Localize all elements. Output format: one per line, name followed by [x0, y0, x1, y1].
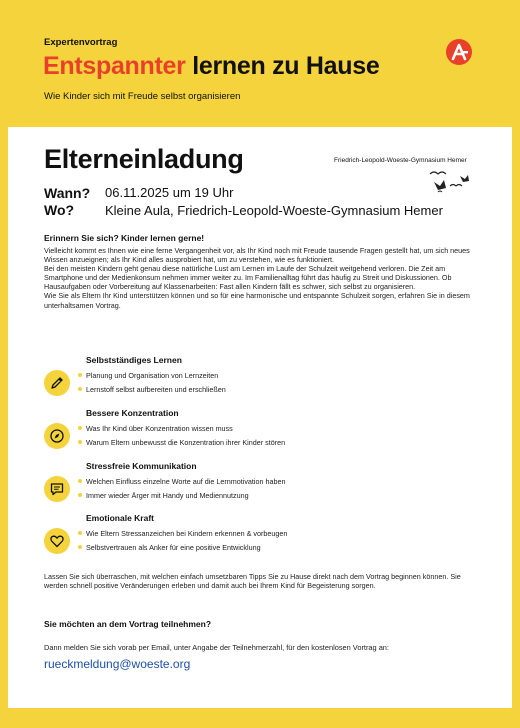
topic-title: Bessere Konzentration	[86, 408, 179, 418]
email-link[interactable]: rueckmeldung@woeste.org	[44, 657, 191, 671]
topic-stressfreie-kommunikation	[44, 461, 484, 513]
topic-bullet: Lernstoff selbst aufbereiten und erschließen	[78, 385, 226, 394]
when-value: 06.11.2025 um 19 Uhr	[105, 185, 234, 200]
topic-bullet: Welchen Einfluss einzelne Worte auf die Lernmotivation haben	[78, 477, 286, 486]
when-label: Wann?	[44, 185, 91, 201]
header-banner	[0, 0, 520, 127]
chat-icon	[44, 476, 70, 502]
where-value: Kleine Aula, Friedrich-Leopold-Woeste-Gymnasium Hemer	[105, 203, 443, 218]
signup-text: Dann melden Sie sich vorab per Email, unter Angabe der Teilnehmerzahl, für den kostenlosen Vortrag an:	[44, 643, 389, 652]
kicker: Expertenvortrag	[44, 37, 118, 48]
topic-bullet: Was Ihr Kind über Konzentration wissen muss	[78, 424, 233, 433]
intro-heading: Erinnern Sie sich? Kinder lernen gerne!	[44, 233, 205, 243]
title-rest: lernen zu Hause	[185, 52, 380, 80]
intro-text	[44, 246, 484, 310]
signup-question: Sie möchten an dem Vortrag teilnehmen?	[44, 619, 212, 629]
page-title	[43, 52, 379, 81]
brand-logo-icon	[446, 39, 472, 65]
topic-title: Stressfreie Kommunikation	[86, 461, 197, 471]
topic-bullet: Selbstvertrauen als Anker für eine positive Entwicklung	[78, 543, 261, 552]
pencil-icon	[44, 370, 70, 396]
birds-icon	[426, 168, 476, 198]
footer-band	[0, 708, 520, 728]
outro-text: Lassen Sie sich überraschen, mit welchen einfach umsetzbaren Tipps Sie zu Hause direkt nach dem Vortrag beginnen können. Sie werden schnell positive Veränderungen erleben und damit auch bei Ihrem Kind für Begeisterung sorgen.	[44, 572, 461, 591]
intro-paragraph: Wie Sie als Eltern Ihr Kind unterstützen können und so für eine harmonische und entspannte Schulzeit sorgen, erfahren Sie in diesem unterhaltsamen Vortrag.	[44, 291, 470, 310]
topic-selbststaendiges-lernen	[44, 355, 484, 407]
topic-title: Emotionale Kraft	[86, 513, 155, 523]
topic-bessere-konzentration	[44, 408, 484, 460]
school-name: Friedrich-Leopold-Woeste-Gymnasium Hemer	[334, 157, 467, 164]
topic-bullet: Immer wieder Ärger mit Handy und Mediennutzung	[78, 491, 249, 500]
left-border	[0, 127, 8, 708]
invitation-heading: Elterneinladung	[44, 144, 244, 174]
intro-paragraph: Vielleicht kommt es Ihnen wie eine ferne Vergangenheit vor, als Ihr Kind noch mit Freude tausende Fragen gestellt hat, um sich neues Wissen anzueignen; als Ihr Kind alles ausprobiert hat, um zu verstehen, wie es funktioniert.	[44, 246, 470, 265]
right-border	[512, 127, 520, 708]
subtitle: Wie Kinder sich mit Freude selbst organisieren	[44, 91, 241, 102]
topic-bullet: Planung und Organisation von Lernzeiten	[78, 371, 218, 380]
compass-icon	[44, 423, 70, 449]
topic-emotionale-kraft	[44, 513, 484, 565]
title-accent: Entspannter	[43, 52, 186, 80]
where-label: Wo?	[44, 202, 75, 218]
topic-title: Selbstständiges Lernen	[86, 355, 182, 365]
intro-paragraph: Bei den meisten Kindern geht genau diese natürliche Lust am Lernen im Laufe der Schulzeit weitgehend verloren. Die Zeit am Smartphone und der Medienkonsum nehmen immer weiter zu. Im Familienalltag führt das häufig zu Streit und Diskussionen. Ob Hausaufgaben oder Vorbereitung auf Klassenarbeiten: Fast allen Kindern fällt es schwer, sich selbst zu organisieren.	[44, 264, 452, 292]
heart-icon	[44, 528, 70, 554]
topic-bullet: Wie Eltern Stressanzeichen bei Kindern erkennen & vorbeugen	[78, 529, 287, 538]
topic-bullet: Warum Eltern unbewusst die Konzentration ihrer Kinder stören	[78, 438, 285, 447]
